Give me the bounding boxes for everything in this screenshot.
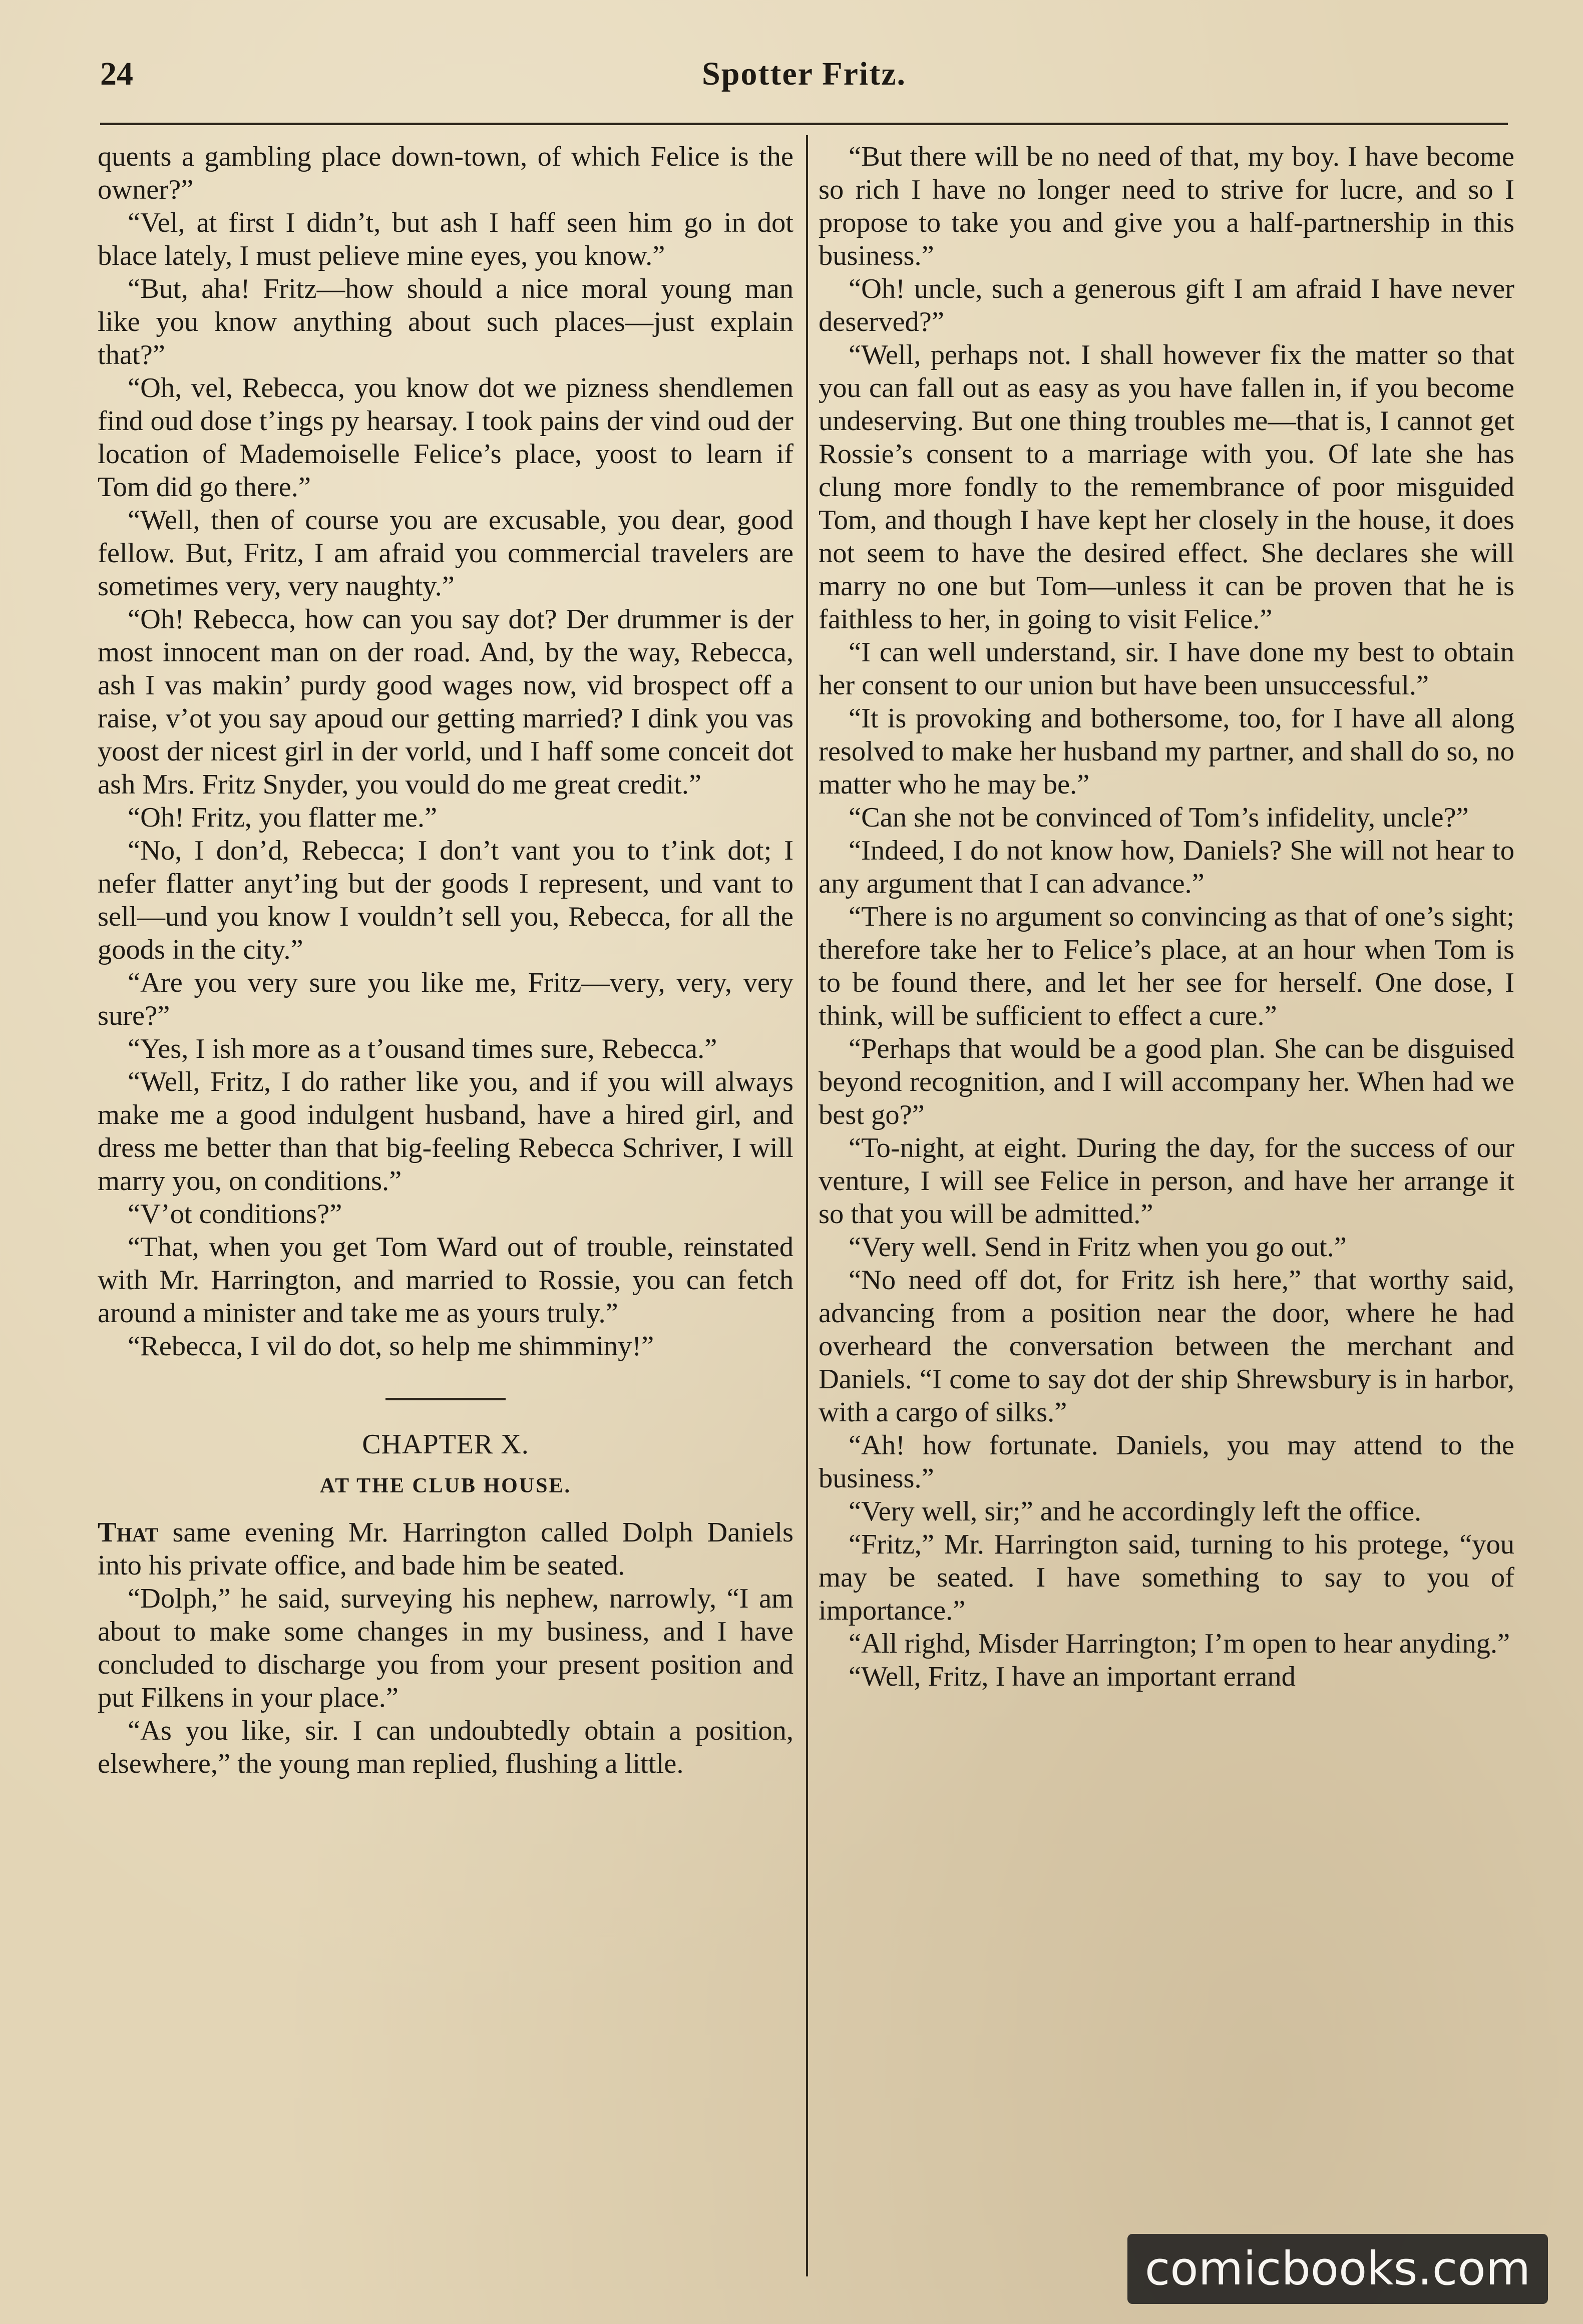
opening-text: same evening Mr. Harrington called Dolph Daniels into his private office, and bade him be seated.	[98, 1517, 794, 1581]
paragraph: “Well, Fritz, I do rather like you, and if you will always make me a good indulgent husband, have a hired girl, and dress me better than that big-feeling Rebecca Schriver, I will marry you, on conditions.”	[98, 1066, 794, 1197]
paragraph: “But there will be no need of that, my boy. I have become so rich I have no longer need to strive for lucre, and so I propose to take you and give you a half-partnership in this business.”	[819, 141, 1514, 271]
paragraph: “Fritz,” Mr. Harrington said, turning to his protege, “you may be seated. I have something to say to you of importance.”	[819, 1529, 1514, 1626]
chapter-heading	[98, 1398, 794, 1501]
paragraph: “V’ot conditions?”	[128, 1199, 342, 1230]
paragraph: “Are you very sure you like me, Fritz—very, very, very sure?”	[98, 967, 794, 1031]
paragraph: “Oh, vel, Rebecca, you know dot we pizness shendlemen find oud dose t’ings py hearsay. I took pains der vind oud der location of Mademoiselle Felice’s place, yoost to learn if Tom did go there.”	[98, 372, 794, 503]
paragraph: “Yes, I ish more as a t’ousand times sure, Rebecca.”	[128, 1033, 717, 1064]
paragraph: “All righd, Misder Harrington; I’m open to hear anyding.”	[849, 1628, 1510, 1659]
paragraph: “To-night, at eight. During the day, for the success of our venture, I will see Felice in person, and have her arrange it so that you will be admitted.”	[819, 1132, 1514, 1230]
left-column-text-after-chapter	[98, 1582, 794, 1780]
right-column-text	[819, 140, 1514, 1693]
paragraph: “It is provoking and bothersome, too, for I have all along resolved to make her husband my partner, and shall do so, no matter who he may be.”	[819, 703, 1514, 800]
paragraph: “Vel, at first I didn’t, but ash I haff seen him go in dot blace lately, I must pelieve mine eyes, you know.”	[98, 207, 794, 271]
paragraph: “Can she not be convinced of Tom’s infidelity, uncle?”	[849, 802, 1469, 833]
paragraph: “Ah! how fortunate. Daniels, you may attend to the business.”	[819, 1430, 1514, 1494]
paragraph: “Very well, sir;” and he accordingly left the office.	[849, 1496, 1422, 1527]
paragraph: “Oh! uncle, such a generous gift I am afraid I have never deserved?”	[819, 273, 1514, 337]
paragraph: “I can well understand, sir. I have done my best to obtain her consent to our union but have been unsuccessful.”	[819, 637, 1514, 701]
header-rule	[100, 123, 1508, 125]
left-column-text	[98, 140, 794, 1363]
paragraph: “No need off dot, for Fritz ish here,” that worthy said, advancing from a position near the door, where he had overheard the conversation between the merchant and Daniels. “I come to say dot der ship Shrewsbury is in harbor, with a cargo of silks.”	[819, 1265, 1514, 1428]
chapter-opening-paragraph	[98, 1516, 794, 1582]
paragraph: quents a gambling place down-town, of which Felice is the owner?”	[98, 141, 794, 205]
paragraph: “Perhaps that would be a good plan. She can be disguised beyond recognition, and I will accompany her. When had we best go?”	[819, 1033, 1514, 1130]
chapter-rule	[385, 1398, 506, 1400]
paragraph: “Rebecca, I vil do dot, so help me shimminy!”	[128, 1331, 654, 1362]
running-title: Spotter Fritz.	[702, 56, 906, 92]
paragraph: “Well, then of course you are excusable, you dear, good fellow. But, Fritz, I am afraid you commercial travelers are sometimes very, very naughty.”	[98, 505, 794, 602]
paragraph: “Indeed, I do not know how, Daniels? She will not hear to any argument that I can advance.”	[819, 835, 1514, 899]
paragraph: “Well, Fritz, I have an important errand	[849, 1661, 1296, 1692]
paragraph: “Very well. Send in Fritz when you go out.”	[849, 1232, 1347, 1263]
paragraph: “There is no argument so convincing as that of one’s sight; therefore take her to Felice’s place, at an hour when Tom is to be found there, and let her see for herself. One dose, I think, will be sufficient to effect a cure.”	[819, 901, 1514, 1031]
paragraph: “Dolph,” he said, surveying his nephew, narrowly, “I am about to make some changes in my business, and I have concluded to discharge you from your present position and put Filkens in your place.”	[98, 1583, 794, 1713]
paragraph: “That, when you get Tom Ward out of trouble, reinstated with Mr. Harrington, and married to Rossie, you can fetch around a minister and take me as yours truly.”	[98, 1232, 794, 1329]
paragraph: “Oh! Rebecca, how can you say dot? Der drummer is der most innocent man on der road. And, by the way, Rebecca, ash I vas makin’ purdy good wages now, vid brospect off a raise, v’ot you say apoud our getting married? I dink you vas yoost der nicest girl in der vorld, und I haff some conceit dot ash Mrs. Fritz Snyder, you vould do me great credit.”	[98, 604, 794, 800]
paragraph: “Well, perhaps not. I shall however fix the matter so that you can fall out as easy as you have fallen in, if you become undeserving. But one thing troubles me—that is, I cannot get Rossie’s consent to a marriage with you. Of late she has clung more fondly to the remembrance of poor misguided Tom, and though I have kept her closely in the house, it does not seem to have the desired effect. She declares she will marry no one but Tom—unless it can be proven that he is faithless to her, in going to visit Felice.”	[819, 339, 1514, 635]
column-divider	[806, 135, 808, 2276]
page-number: 24	[100, 56, 133, 92]
chapter-title: CHAPTER X.	[362, 1429, 529, 1460]
paragraph: “Oh! Fritz, you flatter me.”	[128, 802, 438, 833]
paragraph: “But, aha! Fritz—how should a nice moral young man like you know anything about such places—just explain that?”	[98, 273, 794, 370]
chapter-subtitle: AT THE CLUB HOUSE.	[319, 1474, 572, 1497]
paragraph: “As you like, sir. I can undoubtedly obtain a position, elsewhere,” the young man replied, flushing a little.	[98, 1715, 794, 1779]
left-column	[98, 140, 794, 2274]
paragraph: “No, I don’d, Rebecca; I don’t vant you to t’ink dot; I nefer flatter anyt’ing but der goods I represent, und vant to sell—und you know I vouldn’t sell you, Rebecca, for all the goods in the city.”	[98, 835, 794, 965]
page-header	[100, 55, 1508, 115]
watermark: comicbooks.com	[1127, 2234, 1548, 2304]
right-column	[819, 140, 1514, 2274]
opening-word: That	[98, 1517, 159, 1548]
